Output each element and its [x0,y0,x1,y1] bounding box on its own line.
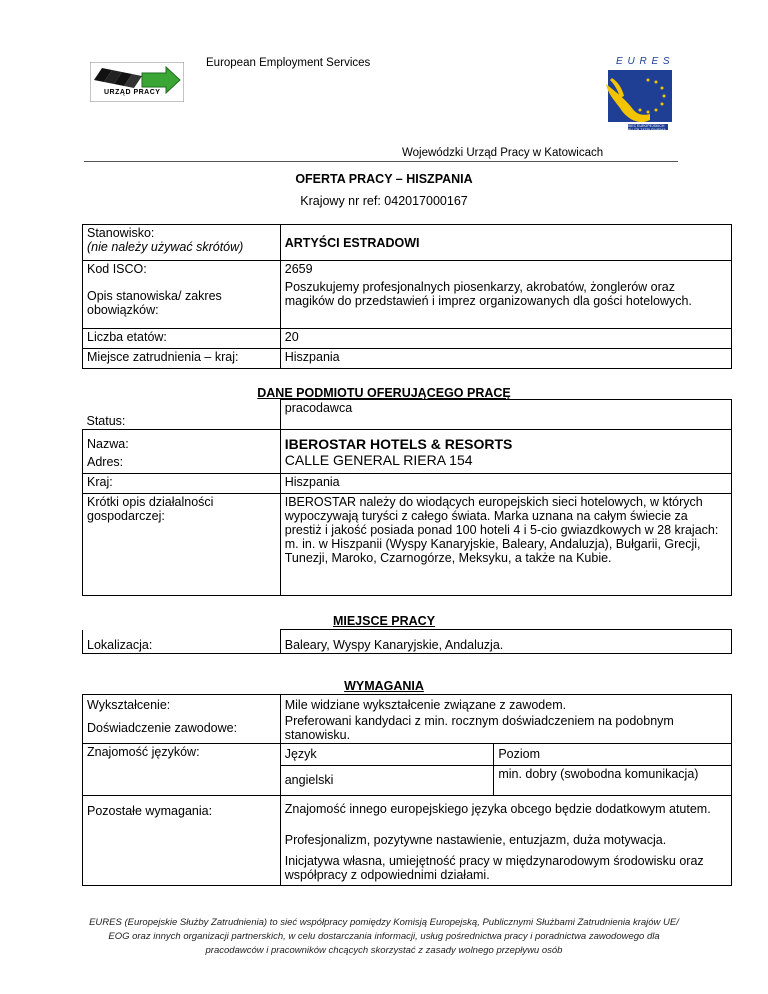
workplace-section-title [0,614,768,628]
employer-table [82,399,732,596]
level-column-header: Poziom [494,743,732,765]
status-label: Status: [83,400,281,430]
footer-text: to sieć współpracy pomiędzy Komisją Europejską, Publicznymi Służbami Zatrudnienia krajów UE/ EOG oraz innych organizacji partnerskich, w celu dostarczania informacji, usług pośrednictwa pracy i poradnictwa zawodowego dla pracodawców i pracowników chcących skorzystać z zasady wolnego przepływu osób [108,917,679,956]
count-label: Liczba etatów: [83,329,281,349]
position-note: (nie należy używać skrótów) [87,240,244,254]
experience-label: Doświadczenie zawodowe: [83,713,281,744]
employer-country-label: Kraj: [83,474,281,494]
language-name: angielski [280,765,494,795]
office-name: Wojewódzki Urząd Pracy w Katowicach [402,147,604,159]
other-requirement-3: Inicjatywa własna, umiejętność pracy w międzynarodowym środowisku oraz współpracy z odpowiednimi działami. [280,853,731,885]
education-value: Mile widziane wykształcenie związane z zawodem. [280,695,731,713]
status-value: pracodawca [280,400,731,430]
footer-lead: EURES (Europejskie Służby Zatrudnienia) [89,917,268,928]
urzad-pracy-logo [90,62,184,102]
count-value: 20 [280,329,731,349]
position-label-cell [83,225,281,261]
employer-section-title [0,386,768,400]
eures-logo-text: E U R E S [616,56,671,67]
requirements-table [82,694,732,886]
name-label: Nazwa: [83,430,281,452]
employer-country-value: Hiszpania [280,474,731,494]
other-requirements-label: Pozostałe wymagania: [83,795,281,885]
employer-section-title-text: DANE PODMIOTU OFERUJĄCEGO PRACĘ [257,386,511,400]
workplace-section-title-text: MIEJSCE PRACY [332,614,436,628]
urzad-pracy-logo-text: URZĄD PRACY [104,89,161,96]
activity-value: IBEROSTAR należy do wiodących europejskich sieci hotelowych, w których wypoczywają turyści z całego świata. Marka uznana na całym świecie za prestiż i jakość posiada ponad 100 hoteli 4 i 5-cio gwiazdkowych w 28 krajach: m. in. w Hiszpanii (Wyspy Kanaryjskie, Baleary, Andaluzja), Bułgarii, Grecji, Tunezji, Maroko, Czarnogórze, Meksyku, a także na Kubie. [280,494,731,596]
country-value: Hiszpania [280,349,731,369]
other-requirement-2: Profesjonalizm, pozytywne nastawienie, entuzjazm, duża motywacja. [280,827,731,853]
languages-label: Znajomość języków: [83,743,281,795]
workplace-table [82,629,732,654]
isco-value: 2659 [280,261,731,279]
location-label: Lokalizacja: [83,630,281,654]
country-label: Miejsce zatrudnienia – kraj: [83,349,281,369]
experience-value: Preferowani kandydaci z min. rocznym doświadczeniem na podobnym stanowisku. [280,713,731,744]
reference-number: Krajowy nr ref: 042017000167 [300,194,468,208]
language-level: min. dobry (swobodna komunikacja) [494,765,732,795]
requirements-section-title [0,679,768,693]
name-value: IBEROSTAR HOTELS & RESORTS [280,430,731,452]
location-value: Baleary, Wyspy Kanaryjskie, Andaluzja. [280,630,731,654]
isco-label: Kod ISCO: [83,261,281,279]
document-title: OFERTA PRACY – HISZPANIA [295,172,473,186]
job-table [82,224,732,369]
address-value: CALLE GENERAL RIERA 154 [280,452,731,474]
org-header: European Employment Services [206,57,371,69]
eures-logo [598,56,676,138]
position-label: Stanowisko: [87,226,155,240]
requirements-section-title-text: WYMAGANIA [344,679,424,693]
activity-label: Krótki opis działalności gospodarczej: [83,494,281,596]
other-requirement-1: Znajomość innego europejskiego języka obcego będzie dodatkowym atutem. [280,795,731,827]
description-value: Poszukujemy profesjonalnych piosenkarzy, akrobatów, żonglerów oraz magików do przedstawień i imprez organizowanych dla gości hotelowych. [280,279,731,329]
education-label: Wykształcenie: [83,695,281,713]
header-divider [84,161,678,162]
address-label: Adres: [83,452,281,474]
position-value: ARTYŚCI ESTRADOWI [280,225,731,261]
language-column-header: Język [280,743,494,765]
eures-logo-subtitle: SIEĆ EUROPEJSKICH SŁUŻB ZATRUDNIENIA [628,124,666,132]
description-label: Opis stanowiska/ zakres obowiązków: [83,279,281,329]
footer-note [84,916,684,958]
